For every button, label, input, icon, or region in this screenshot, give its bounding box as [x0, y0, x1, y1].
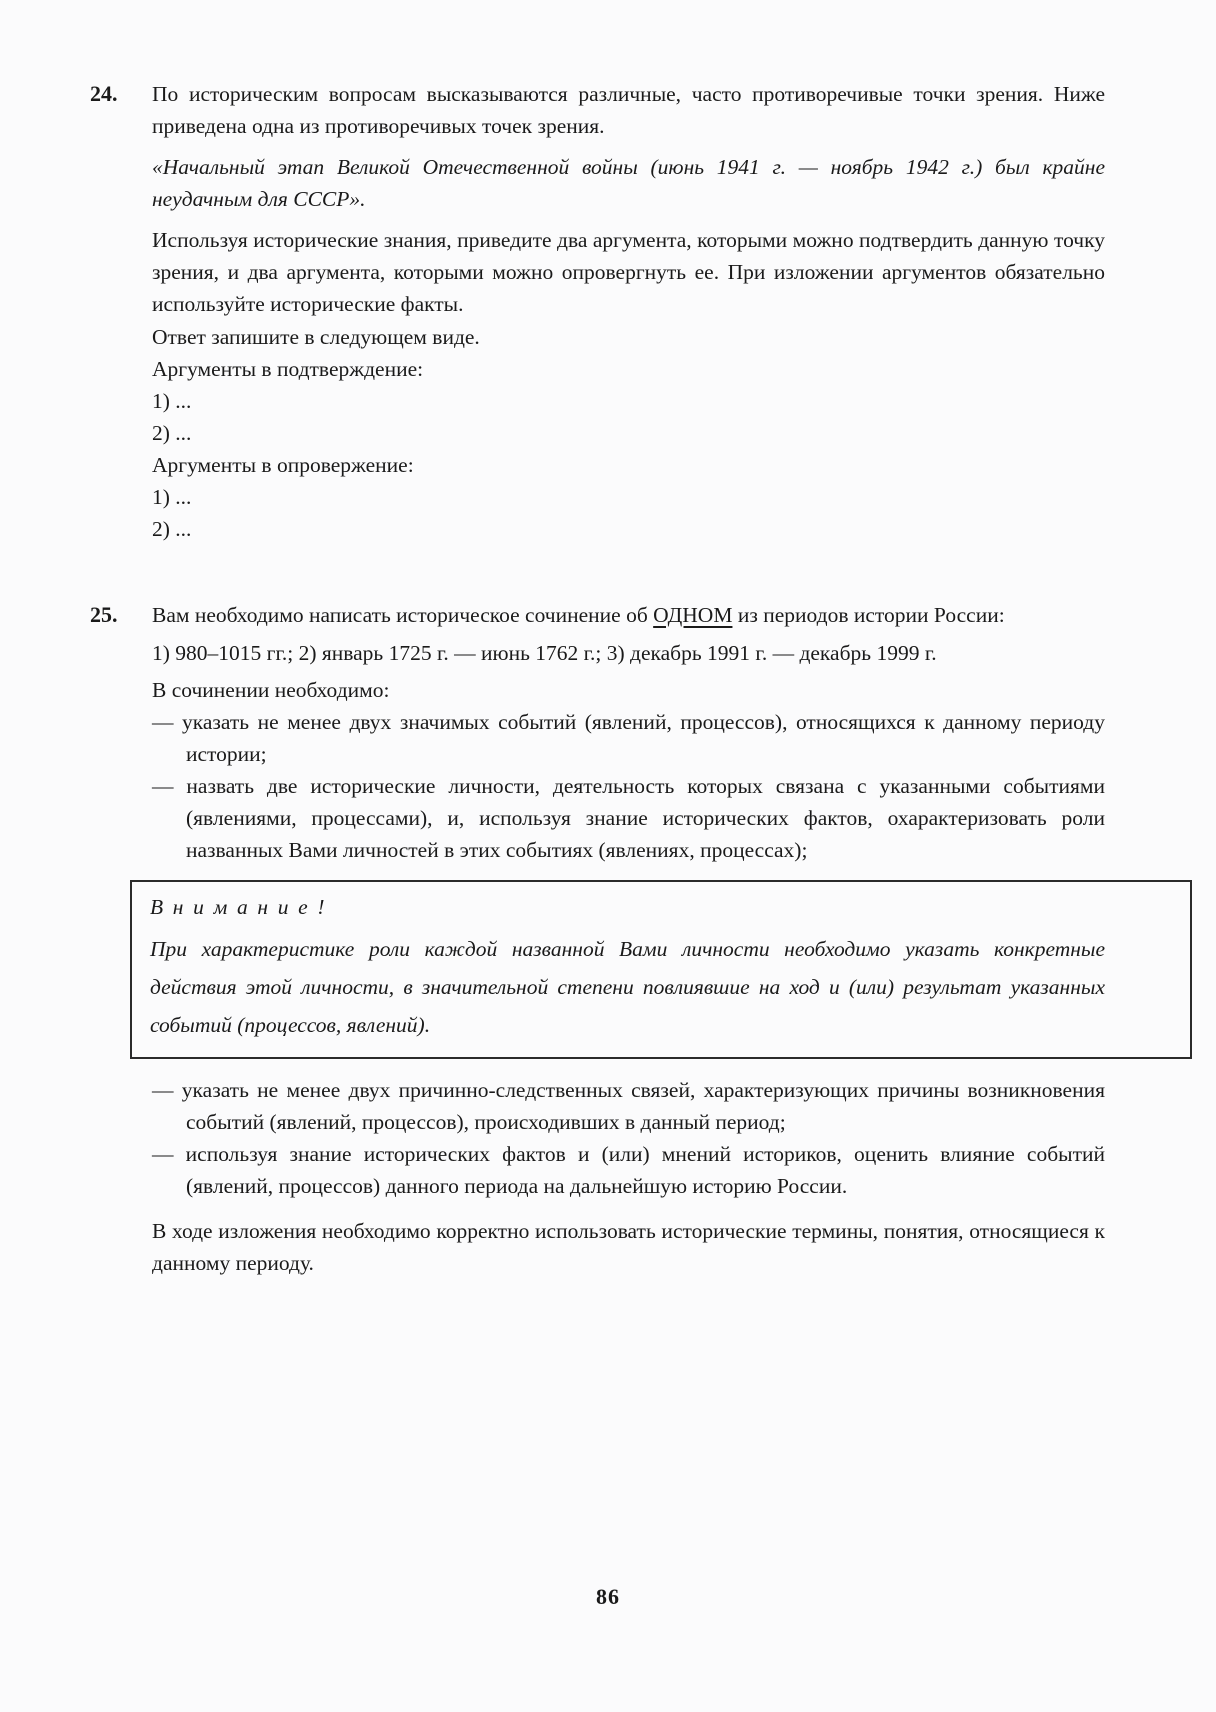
task-24-quote: «Начальный этап Великой Отечественной войны (июнь 1941 г. — ноябрь 1942 г.) был крайне неудачным для СССР». — [152, 155, 1105, 211]
attention-box-title: Внимание! — [150, 895, 335, 919]
task-24-args-con-item-2: 2) ... — [152, 517, 192, 541]
task-25-intro — [152, 599, 1105, 631]
task-25-intro-after: из периодов истории России: — [732, 603, 1005, 627]
task-24-args-pro-item-1: 1) ... — [152, 389, 192, 413]
task-25-bullet-1: — указать не менее двух значимых событий (явлений, процессов), относящихся к данному периоду истории; — [152, 710, 1105, 766]
task-25-bullet-4: — используя знание исторических фактов и (или) мнений историков, оценить влияние событий (явлений, процессов) данного периода на дальнейшую историю России. — [152, 1142, 1105, 1198]
attention-box-text: При характеристике роли каждой названной Вами личности необходимо указать конкретные действия этой личности, в значительной степени повлиявшие на ход и (или) результат указанных событий (процессов, явлений). — [150, 937, 1105, 1037]
task-25-bullet-3: — указать не менее двух причинно-следственных связей, характеризующих причины возникновения событий (явлений, процессов), происходивших в данный период; — [152, 1078, 1105, 1134]
task-25-body — [152, 599, 1105, 1279]
task-24-number: 24. — [90, 81, 118, 106]
task-25-number: 25. — [90, 602, 118, 627]
task-25-intro-underlined-word: ОДНОМ — [653, 603, 733, 627]
task-25-closing: В ходе изложения необходимо корректно использовать исторические термины, понятия, относящиеся к данному периоду. — [152, 1219, 1105, 1275]
task-24-args-pro-item-2: 2) ... — [152, 421, 192, 445]
task-24-instruction: Используя исторические знания, приведите два аргумента, которыми можно подтвердить данную точку зрения, и два аргумента, которыми можно опровергнуть ее. При изложении аргументов обязательно используйте исторические факты. — [152, 228, 1105, 316]
page-number: 86 — [596, 1584, 620, 1609]
task-24-args-con-label: Аргументы в опровержение: — [152, 453, 414, 477]
task-25-requirements-label: В сочинении необходимо: — [152, 678, 390, 702]
task-24 — [90, 78, 1105, 545]
task-24-answer-format: Ответ запишите в следующем виде. — [152, 325, 480, 349]
task-24-args-con-item-1: 1) ... — [152, 485, 192, 509]
task-24-args-pro-label: Аргументы в подтверждение: — [152, 357, 424, 381]
attention-box — [130, 880, 1192, 1059]
task-25 — [90, 599, 1105, 1279]
task-24-intro: По историческим вопросам высказываются различные, часто противоречивые точки зрения. Ниже приведена одна из противоречивых точек зрения. — [152, 82, 1105, 138]
task-25-bullet-2: — назвать две исторические личности, деятельность которых связана с указанными событиями (явлениями, процессами), и, используя знание исторических фактов, охарактеризовать роли названных Вами личностей в этих событиях (явлениях, процессах); — [152, 774, 1105, 862]
task-25-intro-before: Вам необходимо написать историческое сочинение об — [152, 603, 654, 627]
task-25-periods: 1) 980–1015 гг.; 2) январь 1725 г. — июнь 1762 г.; 3) декабрь 1991 г. — декабрь 1999 г. — [152, 641, 937, 665]
task-24-body — [152, 78, 1105, 545]
